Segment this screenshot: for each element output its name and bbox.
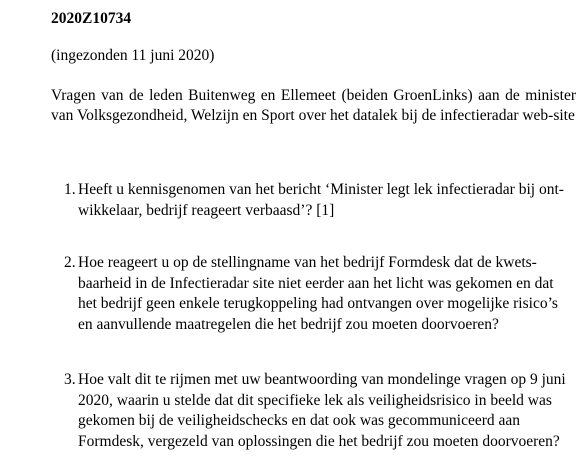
question-number: 3. (64, 371, 76, 388)
question-item (64, 253, 576, 335)
question-text: Heeft u kennisgenomen van het bericht ‘Minister legt lek infectieradar bij ont-wikkelaar, bedrijf reageert verbaasd’? [1] (78, 181, 564, 219)
question-item (64, 180, 576, 221)
submission-date: (ingezonden 11 juni 2020) (51, 47, 215, 64)
intro-paragraph: Vragen van de leden Buitenweg en Ellemeet (beiden GroenLinks) aan de minister van Volksgezondheid, Welzijn en Sport over het datalek bij de infectieradar web-site (51, 87, 576, 124)
question-number: 1. (64, 181, 76, 198)
question-text: Hoe reageert u op de stellingname van het bedrijf Formdesk dat de kwets-baarheid in de Infectieradar site niet eerder aan het licht was gekomen en dat het bedrijf geen enkele terugkoppeling had ontvangen over mogelijke risico’s en aanvullende maatregelen die het bedrijf zou moeten doorvoeren? (78, 254, 558, 333)
question-number: 2. (64, 254, 76, 271)
question-item (64, 370, 576, 452)
document-number: 2020Z10734 (51, 10, 132, 27)
question-text: Hoe valt dit te rijmen met uw beantwoording van mondelinge vragen op 9 juni 2020, waarin u stelde dat dit specifieke lek als veiligheidsrisico in beeld was gekomen bij de veiligheidschecks en dat ook was gecommuniceerd aan Formdesk, vergezeld van oplossingen die het bedrijf zou moeten doorvoeren? (78, 371, 566, 450)
